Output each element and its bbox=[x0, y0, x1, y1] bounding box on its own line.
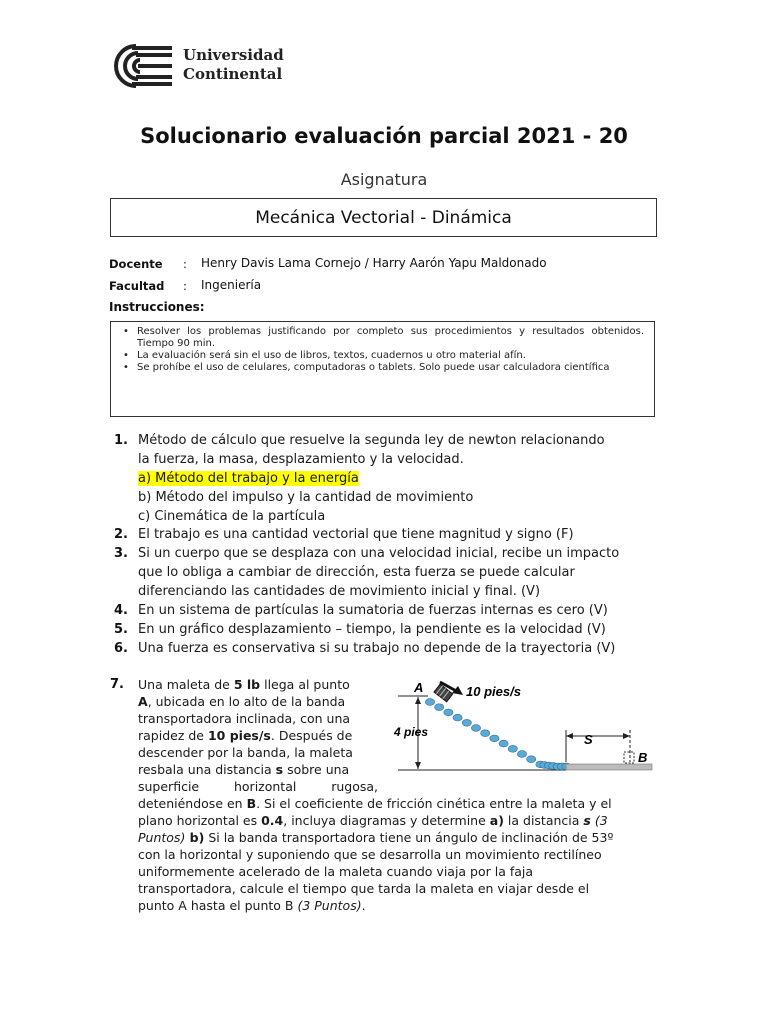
conveyor-diagram bbox=[390, 676, 658, 780]
instructions-box bbox=[110, 321, 655, 417]
belt-roller bbox=[517, 751, 526, 758]
question-7-line: transportadora inclinada, con una bbox=[138, 711, 351, 726]
question-1-text-line2: la fuerza, la masa, desplazamiento y la velocidad. bbox=[138, 452, 464, 467]
question-3-text-line1: Si un cuerpo que se desplaza con una velocidad inicial, recibe un impacto bbox=[138, 546, 620, 561]
instruction-item: • Resolver los problemas justificando por completo sus procedimientos y resultados obtenidos. Tiempo 90 min. bbox=[137, 326, 644, 350]
subject-label: Asignatura bbox=[340, 170, 428, 189]
docente-separator: : bbox=[183, 257, 187, 271]
belt-roller bbox=[508, 745, 517, 752]
docente-value: Henry Davis Lama Cornejo / Harry Aarón Yapu Maldonado bbox=[201, 256, 547, 270]
speed-label: 10 pies/s bbox=[466, 684, 521, 699]
question-7-line: con la horizontal y suponiendo que se desarrolla un movimiento rectilíneo bbox=[138, 847, 602, 862]
question-4-text: En un sistema de partículas la sumatoria de fuerzas internas es cero (V) bbox=[138, 603, 608, 618]
arrow-up-icon bbox=[415, 697, 421, 704]
belt-roller bbox=[490, 735, 499, 742]
question-7-number: 7. bbox=[110, 677, 124, 692]
question-7-line: uniformemente acelerado de la maleta cuando viaja por la faja bbox=[138, 864, 534, 879]
facultad-label: Facultad bbox=[109, 279, 165, 293]
arrow-left-icon bbox=[566, 733, 573, 739]
university-logo-icon bbox=[108, 44, 172, 88]
belt-roller bbox=[453, 714, 462, 721]
facultad-value: Ingeniería bbox=[201, 278, 262, 292]
belt-roller bbox=[471, 725, 480, 732]
question-2-number: 2. bbox=[114, 527, 128, 542]
belt-roller bbox=[499, 740, 508, 747]
conveyor-belt bbox=[425, 699, 571, 770]
page-title: Solucionario evaluación parcial 2021 - 20 bbox=[140, 124, 628, 148]
course-name: Mecánica Vectorial - Dinámica bbox=[255, 207, 512, 228]
question-7-line: rapidez de 10 pies/s. Después de bbox=[138, 728, 353, 743]
instructions-list bbox=[137, 326, 644, 374]
belt-roller bbox=[462, 719, 471, 726]
question-7-line: deteniéndose en B. Si el coeficiente de fricción cinética entre la maleta y el bbox=[138, 796, 612, 811]
question-3-text-line3: diferenciando las cantidades de movimiento inicial y final. (V) bbox=[138, 584, 541, 599]
suitcase-final-position bbox=[624, 752, 634, 763]
question-7-line: resbala una distancia s sobre una bbox=[138, 762, 350, 777]
instructions-title: Instrucciones: bbox=[109, 300, 205, 314]
university-name bbox=[183, 46, 284, 84]
question-1-option-b: b) Método del impulso y la cantidad de movimiento bbox=[138, 490, 474, 505]
question-5-text: En un gráfico desplazamiento – tiempo, la pendiente es la velocidad (V) bbox=[138, 622, 606, 637]
question-6-text: Una fuerza es conservativa si su trabajo no depende de la trayectoria (V) bbox=[138, 641, 616, 656]
question-7-line: descender por la banda, la maleta bbox=[138, 745, 353, 760]
question-4-number: 4. bbox=[114, 603, 128, 618]
belt-roller bbox=[425, 699, 434, 706]
question-7-line: plano horizontal es 0.4, incluya diagramas y determine a) la distancia s (3 bbox=[138, 813, 608, 828]
question-7-line: punto A hasta el punto B (3 Puntos). bbox=[138, 898, 366, 913]
question-6-number: 6. bbox=[114, 641, 128, 656]
point-b-label: B bbox=[638, 750, 648, 765]
question-1-option-c: c) Cinemática de la partícula bbox=[138, 509, 326, 524]
facultad-separator: : bbox=[183, 279, 187, 293]
docente-label: Docente bbox=[109, 257, 163, 271]
course-name-box bbox=[110, 198, 657, 237]
question-7-line: transportadora, calcule el tiempo que tarda la maleta en viajar desde el bbox=[138, 881, 590, 896]
instruction-item: • La evaluación será sin el uso de libros, textos, cuadernos u otro material afín. bbox=[137, 350, 644, 362]
belt-roller bbox=[435, 704, 444, 711]
question-1-answer-a-highlighted: a) Método del trabajo y la energía bbox=[138, 471, 359, 486]
arrow-right-icon bbox=[623, 733, 630, 739]
question-7-line: Una maleta de 5 lb llega al punto bbox=[138, 677, 350, 692]
question-1-text-line1: Método de cálculo que resuelve la segunda ley de newton relacionando bbox=[138, 433, 605, 448]
question-2-text: El trabajo es una cantidad vectorial que tiene magnitud y signo (F) bbox=[138, 527, 574, 542]
belt-roller bbox=[481, 730, 490, 737]
question-3-text-line2: que lo obliga a cambiar de dirección, esta fuerza se puede calcular bbox=[138, 565, 575, 580]
belt-roller bbox=[444, 709, 453, 716]
question-7-line: superficie horizontal rugosa, bbox=[138, 779, 378, 794]
belt-roller bbox=[527, 756, 536, 763]
university-name-line2: Continental bbox=[183, 65, 283, 83]
question-1-number: 1. bbox=[114, 433, 128, 448]
university-name-line1: Universidad bbox=[183, 46, 284, 64]
instruction-item: • Se prohíbe el uso de celulares, computadoras o tablets. Solo puede usar calculadora científica bbox=[137, 362, 644, 374]
question-5-number: 5. bbox=[114, 622, 128, 637]
question-7-line: A, ubicada en lo alto de la banda bbox=[138, 694, 346, 709]
question-7-line: Puntos) b) Si la banda transportadora tiene un ángulo de inclinación de 53º bbox=[138, 830, 614, 845]
question-3-number: 3. bbox=[114, 546, 128, 561]
height-label: 4 pies bbox=[394, 725, 429, 739]
arrow-down-icon bbox=[415, 762, 421, 769]
distance-s-label: S bbox=[584, 732, 593, 747]
point-a-label: A bbox=[414, 680, 424, 695]
